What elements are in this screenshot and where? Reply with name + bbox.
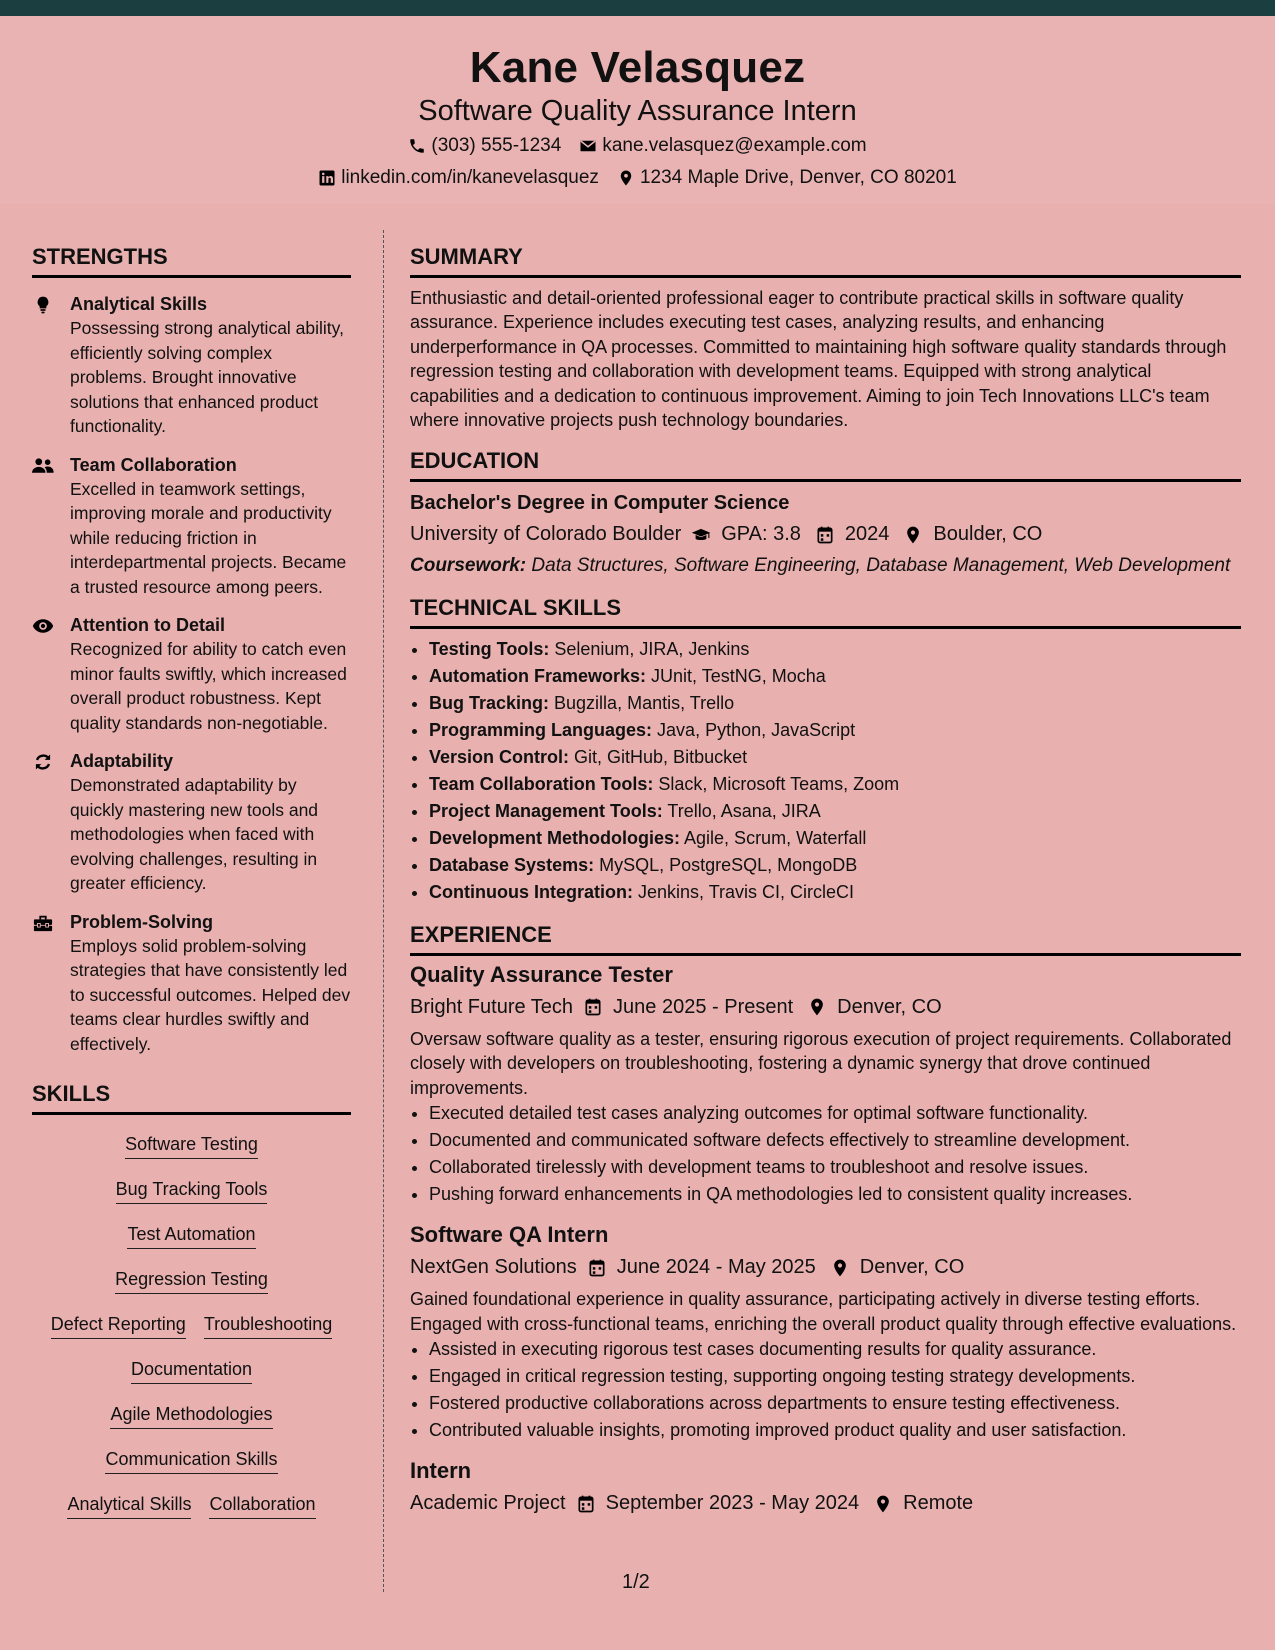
list-item	[429, 636, 1241, 663]
skill-value: Java, Python, JavaScript	[657, 719, 856, 740]
job-bullets	[410, 1336, 1241, 1444]
company-name: Bright Future Tech	[410, 995, 574, 1018]
job-bullets	[410, 1100, 1241, 1208]
company-name: NextGen Solutions	[410, 1256, 577, 1279]
strength-title: Problem-Solving	[70, 911, 214, 932]
skills-heading: SKILLS	[32, 1081, 351, 1115]
job-meta	[410, 996, 1241, 1019]
graduation-cap-icon	[691, 525, 711, 545]
job-meta	[410, 1492, 1241, 1515]
skill-tag: Collaboration	[209, 1491, 315, 1519]
technical-skills-heading: TECHNICAL SKILLS	[410, 595, 1241, 629]
edu-location-text: Boulder, CO	[933, 523, 1043, 546]
strength-desc: Possessing strong analytical ability, efficiently solving complex problems. Brought innovative solutions that enhanced product functionality.	[70, 318, 344, 436]
job-description: Oversaw software quality as a tester, ensuring rigorous execution of project requirements. Collaborated closely with developers on troubleshooting, fostering a dynamic synergy that drove continued improvements.	[410, 1028, 1232, 1098]
refresh-icon	[32, 752, 54, 772]
map-pin-icon	[807, 997, 827, 1017]
phone-text: (303) 555-1234	[431, 135, 562, 156]
skill-value: Bugzilla, Mantis, Trello	[554, 692, 735, 713]
skill-label: Testing Tools:	[429, 638, 550, 659]
skill-tag: Bug Tracking Tools	[116, 1176, 268, 1204]
skill-label: Development Methodologies:	[429, 827, 681, 848]
job-title: Quality Assurance Tester	[410, 961, 673, 987]
skill-row	[32, 1266, 351, 1311]
users-icon	[32, 456, 54, 476]
address-contact	[617, 167, 957, 189]
skill-value: Slack, Microsoft Teams, Zoom	[658, 773, 900, 794]
strengths-heading: STRENGTHS	[32, 244, 351, 278]
skill-tag: Software Testing	[125, 1131, 258, 1159]
skill-label: Database Systems:	[429, 854, 595, 875]
skill-value: Jenkins, Travis CI, CircleCI	[637, 881, 855, 902]
skill-row	[32, 1491, 351, 1536]
skill-value: MySQL, PostgreSQL, MongoDB	[599, 854, 858, 875]
skill-label: Automation Frameworks:	[429, 665, 647, 686]
phone-contact	[408, 135, 561, 157]
education-heading: EDUCATION	[410, 448, 1241, 482]
contact-line-2	[0, 167, 1275, 189]
skill-tags	[32, 1131, 351, 1536]
gpa-text: GPA: 3.8	[721, 523, 801, 546]
job-dates: June 2024 - May 2025	[616, 1256, 816, 1279]
list-item	[429, 852, 1241, 879]
education-meta	[410, 523, 1241, 546]
skill-tag: Agile Methodologies	[110, 1401, 272, 1429]
gpa-item	[691, 523, 801, 546]
skill-label: Team Collaboration Tools:	[429, 773, 654, 794]
strength-item	[32, 292, 351, 439]
degree-title: Bachelor's Degree in Computer Science	[410, 492, 790, 515]
coursework	[410, 554, 1241, 579]
calendar-icon	[587, 1258, 607, 1278]
list-item: • Fostered productive collaborations across departments to ensure testing effectiveness.	[429, 1390, 1241, 1417]
skill-label: Bug Tracking:	[429, 692, 550, 713]
top-accent-bar	[0, 0, 1275, 16]
skill-value: Selenium, JIRA, Jenkins	[554, 638, 750, 659]
skill-label: Version Control:	[429, 746, 570, 767]
envelope-icon	[579, 137, 597, 155]
year-item	[815, 523, 890, 546]
skill-row	[32, 1401, 351, 1446]
list-item: • Documented and communicated software defects effectively to streamline development.	[429, 1127, 1241, 1154]
job-meta	[410, 1256, 1241, 1279]
job-title: Software QA Intern	[410, 1222, 609, 1248]
strength-item	[32, 749, 351, 896]
job-location-item	[873, 1492, 973, 1515]
strength-desc: Excelled in teamwork settings, improving morale and productivity while reducing friction in interdepartmental projects. Became a trusted resource among peers.	[70, 478, 347, 597]
skill-tag: Regression Testing	[115, 1266, 268, 1294]
list-item: • Executed detailed test cases analyzing outcomes for optimal software functionality.	[429, 1100, 1241, 1127]
summary-text: Enthusiastic and detail-oriented professional eager to contribute practical skills in software quality assurance. Experience includes executing test cases, analyzing results, and enhancing underperformance in QA processes. Committed to maintaining high software quality standards through regression testing and collaboration with development teams. Equipped with strong analytical capabilities and a dedication to continuous improvement. Aiming to join Tech Innovations LLC's team where innovative projects push technology boundaries.	[410, 288, 1227, 431]
calendar-icon	[583, 997, 603, 1017]
list-item: • Pushing forward enhancements in QA methodologies led to consistent quality increases.	[429, 1181, 1241, 1208]
skill-row	[32, 1311, 351, 1356]
skill-tag: Defect Reporting	[51, 1311, 186, 1339]
strength-item	[32, 453, 351, 600]
job-dates: June 2025 - Present	[613, 995, 794, 1018]
email-contact[interactable]	[579, 135, 866, 157]
strength-item	[32, 910, 351, 1057]
school-name: University of Colorado Boulder	[410, 523, 682, 546]
map-pin-icon	[830, 1258, 850, 1278]
calendar-icon	[576, 1494, 596, 1514]
linkedin-contact[interactable]	[318, 167, 599, 189]
coursework-text: Data Structures, Software Engineering, Database Management, Web Development	[531, 555, 1231, 577]
list-item	[429, 771, 1241, 798]
map-pin-icon	[873, 1494, 893, 1514]
skill-row	[32, 1131, 351, 1176]
strength-title: Analytical Skills	[70, 294, 208, 314]
strength-item	[32, 613, 351, 735]
toolbox-icon	[32, 913, 54, 933]
list-item: • Assisted in executing rigorous test cases documenting results for quality assurance.	[429, 1336, 1241, 1363]
job-location: Denver, CO	[837, 995, 942, 1018]
skill-label: Project Management Tools:	[429, 800, 663, 821]
strength-title: Adaptability	[70, 751, 174, 771]
candidate-title: Software Quality Assurance Intern	[418, 95, 857, 127]
job-dates-item	[583, 996, 793, 1019]
right-column	[410, 244, 1241, 1515]
address-text: 1234 Maple Drive, Denver, CO 80201	[639, 167, 957, 188]
job-dates-item	[587, 1256, 816, 1279]
map-pin-icon	[617, 169, 635, 187]
linkedin-icon	[318, 169, 336, 187]
skill-value: Agile, Scrum, Waterfall	[684, 827, 867, 848]
experience-heading: EXPERIENCE	[410, 922, 1241, 956]
skill-row	[32, 1176, 351, 1221]
edu-location-item	[903, 523, 1042, 546]
skill-tag: Analytical Skills	[67, 1491, 191, 1519]
skill-label: Programming Languages:	[429, 719, 653, 740]
skill-value: Trello, Asana, JIRA	[667, 800, 821, 821]
job-dates-item	[576, 1492, 860, 1515]
list-item	[429, 690, 1241, 717]
company-name: Academic Project	[410, 1492, 566, 1515]
job-location: Denver, CO	[859, 1256, 965, 1279]
skill-value: Git, GitHub, Bitbucket	[574, 746, 748, 767]
skill-row	[32, 1221, 351, 1266]
lightbulb-icon	[32, 295, 54, 315]
page-number: 1/2	[622, 1571, 650, 1593]
list-item	[429, 798, 1241, 825]
skill-row	[32, 1356, 351, 1401]
list-item	[429, 825, 1241, 852]
skill-value: JUnit, TestNG, Mocha	[651, 665, 826, 686]
skill-tag: Documentation	[131, 1356, 252, 1384]
contact-line-1	[0, 135, 1275, 157]
strength-desc: Demonstrated adaptability by quickly mastering new tools and methodologies when faced with evolving challenges, resulting in greater efficiency.	[70, 775, 319, 893]
email-text[interactable]: kane.velasquez@example.com	[602, 135, 867, 156]
job-title: Intern	[410, 1458, 472, 1484]
job-location-item	[807, 996, 941, 1019]
calendar-icon	[815, 525, 835, 545]
column-divider	[383, 230, 384, 1592]
summary-heading: SUMMARY	[410, 244, 1241, 278]
list-item	[429, 663, 1241, 690]
job-dates: September 2023 - May 2024	[605, 1492, 860, 1515]
strength-desc: Employs solid problem-solving strategies that have consistently led to successful outcomes. Helped dev teams clear hurdles swiftly and effectively.	[70, 935, 351, 1054]
linkedin-text[interactable]: linkedin.com/in/kanevelasquez	[341, 167, 599, 188]
technical-skills-list	[410, 636, 1241, 906]
left-column	[32, 244, 351, 1536]
list-item	[429, 717, 1241, 744]
strength-title: Team Collaboration	[70, 454, 237, 475]
strength-desc: Recognized for ability to catch even minor faults swiftly, which increased overall product robustness. Kept quality standards non-negotiable.	[70, 639, 347, 733]
skill-tag: Troubleshooting	[204, 1311, 332, 1339]
list-item	[429, 879, 1241, 906]
strength-title: Attention to Detail	[70, 615, 225, 635]
skill-label: Continuous Integration:	[429, 881, 633, 902]
skill-tag: Test Automation	[127, 1221, 255, 1249]
skill-row	[32, 1446, 351, 1491]
job-description: Gained foundational experience in quality assurance, participating actively in diverse testing efforts. Engaged with cross-functional teams, enriching the overall product quality through effective evaluations.	[410, 1289, 1237, 1334]
phone-icon	[408, 137, 426, 155]
list-item: • Engaged in critical regression testing, supporting ongoing testing strategy developments.	[429, 1363, 1241, 1390]
map-pin-icon	[903, 525, 923, 545]
skill-tag: Communication Skills	[105, 1446, 277, 1474]
list-item: • Collaborated tirelessly with development teams to troubleshoot and resolve issues.	[429, 1154, 1241, 1181]
job-location: Remote	[903, 1492, 974, 1515]
list-item: • Contributed valuable insights, promoting improved product quality and user satisfaction.	[429, 1417, 1241, 1444]
coursework-label: Coursework:	[410, 555, 527, 577]
list-item	[429, 744, 1241, 771]
job-location-item	[830, 1256, 964, 1279]
eye-icon	[32, 616, 54, 636]
resume-header	[0, 16, 1275, 204]
candidate-name: Kane Velasquez	[469, 43, 806, 92]
year-text: 2024	[844, 523, 890, 546]
